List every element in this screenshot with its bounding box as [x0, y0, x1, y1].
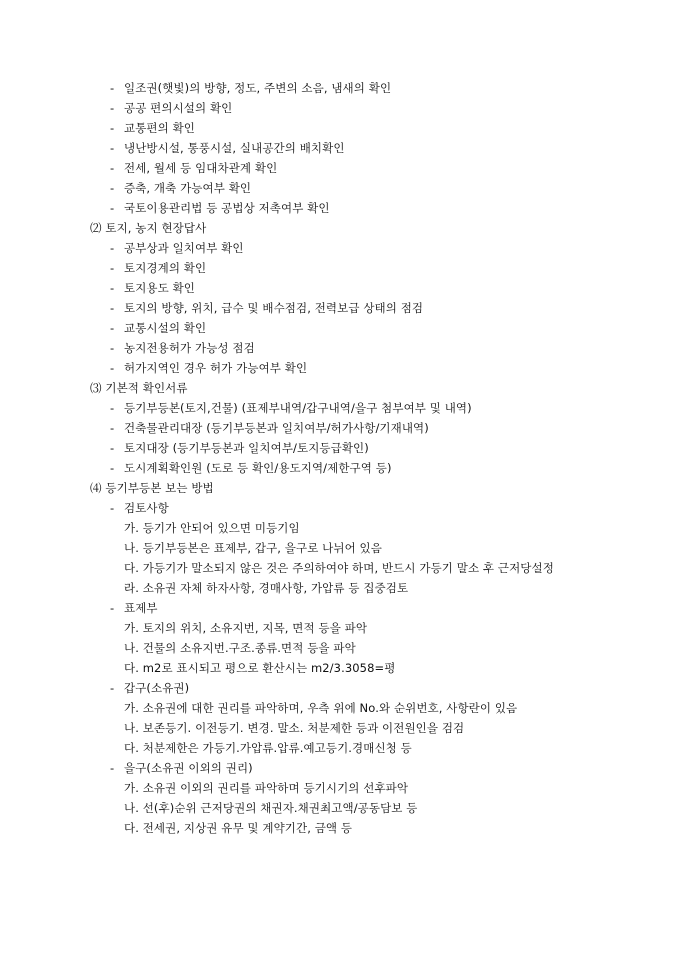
bullet-item: - 증축, 개축 가능여부 확인: [110, 181, 252, 195]
bullet-item: - 국토이용관리법 등 공법상 저촉여부 확인: [110, 201, 330, 215]
list-item: 가. 소유권에 대한 권리를 파악하며, 우측 위에 No.와 순위번호, 사항란이 있음: [124, 701, 518, 715]
bullet-item: - 냉난방시설, 통풍시설, 실내공간의 배치확인: [110, 141, 345, 155]
list-item: 가. 소유권 이외의 권리를 파악하며 등기시기의 선후파악: [124, 781, 409, 795]
list-item: 가. 토지의 위치, 소유지번, 지목, 면적 등을 파악: [124, 621, 368, 635]
section-heading: ⑵ 토지, 농지 현장답사: [90, 221, 207, 235]
bullet-item: - 토지의 방향, 위치, 급수 및 배수점검, 전력보급 상태의 점검: [110, 301, 424, 315]
list-item: 다. 전세권, 지상권 유무 및 계약기간, 금액 등: [124, 821, 353, 835]
subsection-title: - 검토사항: [110, 501, 169, 515]
bullet-item: - 등기부등본(토지,건물) (표제부내역/갑구내역/을구 첨부여부 및 내역): [110, 401, 472, 415]
subsection-title: - 표제부: [110, 601, 158, 615]
subsection-title: - 을구(소유권 이외의 권리): [110, 761, 253, 775]
subsection-title: - 갑구(소유권): [110, 681, 190, 695]
bullet-item: - 일조권(햇빛)의 방향, 정도, 주변의 소음, 냄새의 확인: [110, 81, 392, 95]
bullet-item: - 전세, 월세 등 임대차관계 확인: [110, 161, 278, 175]
bullet-item: - 교통편의 확인: [110, 121, 196, 135]
bullet-item: - 토지경계의 확인: [110, 261, 207, 275]
list-item: 가. 등기가 안되어 있으면 미등기임: [124, 521, 300, 535]
list-item: 라. 소유권 자체 하자사항, 경매사항, 가압류 등 집중검토: [124, 581, 409, 595]
list-item: 다. m2로 표시되고 평으로 환산시는 m2/3.3058=평: [124, 661, 396, 675]
list-item: 나. 보존등기. 이전등기. 변경. 말소. 처분제한 등과 이전원인을 검검: [124, 721, 465, 735]
bullet-item: - 도시계획확인원 (도로 등 확인/용도지역/제한구역 등): [110, 461, 392, 475]
section-heading: ⑷ 등기부등본 보는 방법: [90, 481, 214, 495]
bullet-item: - 교통시설의 확인: [110, 321, 207, 335]
bullet-item: - 허가지역인 경우 허가 가능여부 확인: [110, 361, 308, 375]
bullet-item: - 농지전용허가 가능성 점검: [110, 341, 255, 355]
bullet-item: - 건축물관리대장 (등기부등본과 일치여부/허가사항/기재내역): [110, 421, 429, 435]
list-item: 나. 등기부등본은 표제부, 갑구, 을구로 나뉘어 있음: [124, 541, 382, 555]
bullet-item: - 공공 편의시설의 확인: [110, 101, 233, 115]
list-item: 다. 가등기가 말소되지 않은 것은 주의하여야 하며, 반드시 가등기 말소 후 근저당설정: [124, 561, 554, 575]
list-item: 나. 건물의 소유지번.구조.종류.면적 등을 파악: [124, 641, 356, 655]
list-item: 나. 선(후)순위 근저당권의 채권자.채권최고액/공동담보 등: [124, 801, 418, 815]
bullet-item: - 토지용도 확인: [110, 281, 196, 295]
bullet-item: - 공부상과 일치여부 확인: [110, 241, 244, 255]
bullet-item: - 토지대장 (등기부등본과 일치여부/토지등급확인): [110, 441, 369, 455]
section-heading: ⑶ 기본적 확인서류: [90, 381, 188, 395]
list-item: 다. 처분제한은 가등기.가압류.압류.예고등기.경매신청 등: [124, 741, 412, 755]
